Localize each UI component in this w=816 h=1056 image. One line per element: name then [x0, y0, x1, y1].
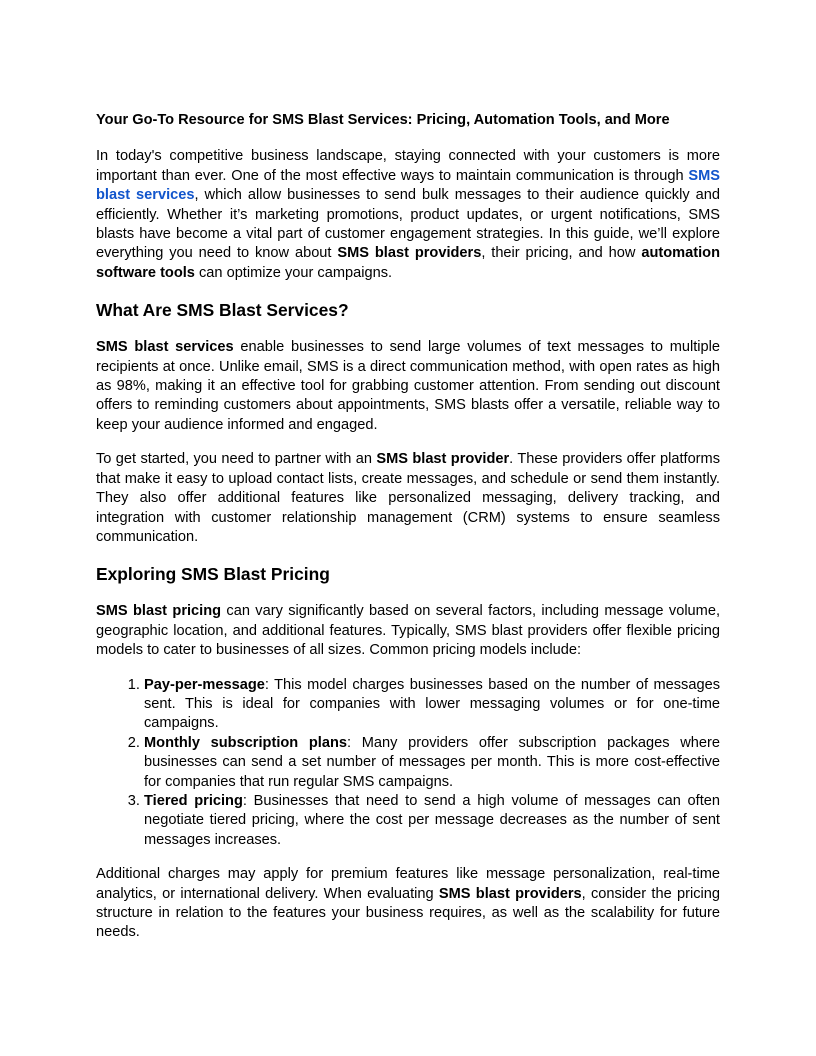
body-text: , consider the pricing structure in relation to the features your business requires, as well as the scalability for future needs.	[96, 885, 720, 941]
list-item-title: Pay-per-message	[144, 676, 265, 693]
list-item-text: : Businesses that need to send a high volume of messages can often negotiate tiered pricing, where the cost per message decreases as the number of sent messages increases.	[144, 792, 720, 848]
intro-bold-text: SMS blast providers	[337, 245, 482, 262]
document-page	[96, 111, 720, 958]
pricing-models-list	[96, 676, 720, 851]
intro-text: In today's competitive business landscape, staying connected with your customers is more important than ever. One of the most effective ways to maintain communication is through	[96, 148, 720, 184]
list-item-title: Monthly subscription plans	[144, 734, 348, 751]
intro-text: , their pricing, and how	[481, 245, 642, 262]
intro-paragraph	[96, 147, 720, 283]
bold-text: SMS blast provider	[376, 451, 510, 468]
list-item-text: : Many providers offer subscription packages where businesses can send a set number of messages per month. This is more cost-effective for companies that run regular SMS campaigns.	[144, 734, 720, 790]
body-text: can vary significantly based on several factors, including message volume, geographic location, and additional features. Typically, SMS blast providers offer flexible pricing models to cater to businesses of all sizes. Common pricing models include:	[96, 603, 720, 659]
list-item	[144, 676, 720, 734]
what-are-paragraph-1	[96, 338, 720, 435]
what-are-paragraph-2	[96, 450, 720, 547]
body-text: . These providers offer platforms that make it easy to upload contact lists, create messages, and schedule or send them instantly. They also offer additional features like personalized messaging, delivery tracking, and integration with customer relationship management (CRM) systems to ensure seamless communication.	[96, 451, 720, 545]
bold-text: SMS blast providers	[438, 885, 582, 902]
intro-text: , which allow businesses to send bulk messages to their audience quickly and efficiently. Whether it’s marketing promotions, product updates, or urgent notifications, SMS blasts have become a vital part of customer engagement strategies. In this guide, we’ll explore everything you need to know about	[96, 187, 720, 262]
list-item-text: : This model charges businesses based on the number of messages sent. This is ideal for companies with lower messaging volumes or for one-time campaigns.	[144, 676, 720, 732]
body-text: enable businesses to send large volumes of text messages to multiple recipients at once. Unlike email, SMS is a direct communication method, with open rates as high as 98%, making it an effective tool for grabbing customer attention. From sending out discount offers to reminding customers about appointments, SMS blasts offer a versatile, reliable way to keep your audience informed and engaged.	[96, 339, 720, 433]
bold-text: SMS blast services	[96, 339, 234, 356]
section-heading-pricing: Exploring SMS Blast Pricing	[96, 564, 330, 585]
pricing-paragraph-2	[96, 865, 720, 943]
pricing-paragraph-1	[96, 602, 720, 660]
body-text: Additional charges may apply for premium features like message personalization, real-time analytics, or international delivery. When evaluating	[96, 866, 720, 902]
sms-blast-services-link[interactable]: SMS blast services	[96, 167, 720, 204]
list-item	[144, 792, 720, 850]
document-title: Your Go-To Resource for SMS Blast Services: Pricing, Automation Tools, and More	[96, 112, 670, 128]
body-text: To get started, you need to partner with an	[96, 451, 377, 468]
list-item	[144, 734, 720, 792]
section-heading-what-are: What Are SMS Blast Services?	[96, 300, 349, 321]
bold-text: SMS blast pricing	[96, 603, 222, 620]
intro-text: can optimize your campaigns.	[194, 264, 393, 281]
intro-bold-text: automation software tools	[96, 245, 720, 281]
list-item-title: Tiered pricing	[144, 792, 243, 809]
